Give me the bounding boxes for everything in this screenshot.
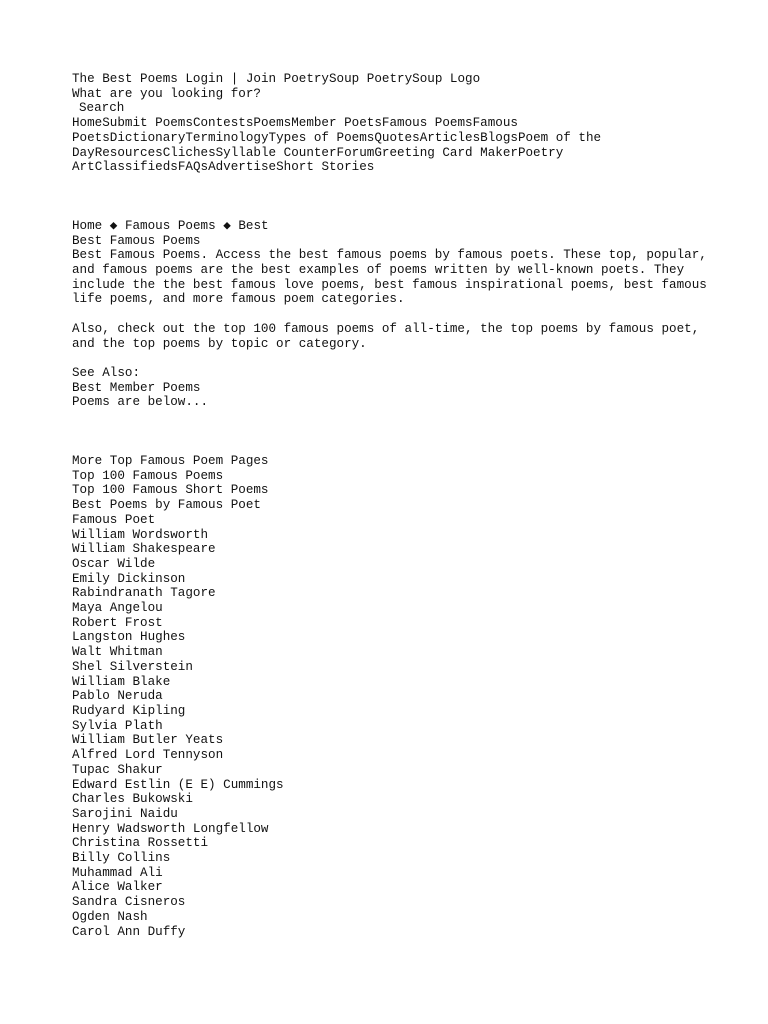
poet-link[interactable]: Langston Hughes <box>72 630 186 645</box>
poet-link[interactable]: Oscar Wilde <box>72 556 156 571</box>
poet-link[interactable]: Rabindranath Tagore <box>72 586 216 601</box>
more-pages-list <box>72 469 712 513</box>
header-bar <box>72 72 712 87</box>
nav-item-blogs[interactable]: Blogs <box>480 130 518 145</box>
poet-link[interactable]: Henry Wadsworth Longfellow <box>72 821 269 836</box>
poet-link[interactable]: Muhammad Ali <box>72 865 163 880</box>
nav-item-terminology[interactable]: Terminology <box>185 130 269 145</box>
nav-item-greeting-card-maker[interactable]: Greeting Card Maker <box>374 145 518 160</box>
poet-link[interactable]: Carol Ann Duffy <box>72 924 186 939</box>
main-nav <box>72 116 712 175</box>
search-button[interactable]: Search <box>79 101 125 116</box>
poet-link[interactable]: Emily Dickinson <box>72 571 186 586</box>
nav-item-famous-poems[interactable]: Famous Poems <box>381 116 473 131</box>
poet-link[interactable]: Alfred Lord Tennyson <box>72 748 224 763</box>
nav-item-famous-poets[interactable]: Famous Poets <box>72 116 518 145</box>
nav-item-submit-poems[interactable]: Submit Poems <box>102 116 193 131</box>
more-pages-link[interactable]: Top 100 Famous Poems <box>72 468 224 483</box>
poet-link[interactable]: William Butler Yeats <box>72 733 224 748</box>
poet-link[interactable]: Sarojini Naidu <box>72 806 178 821</box>
intro-paragraph: Best Famous Poems. Access the best famous poems by famous poets. These top, popular, and famous poems are the best examples of poems written by well-known poets. They include the the best famous love poems, best famous inspirational poems, best famous life poems, and more famous poem categories. <box>72 248 707 307</box>
poet-link[interactable]: Tupac Shakur <box>72 762 163 777</box>
nav-item-poem-of-the-day[interactable]: Poem of the Day <box>72 130 602 160</box>
poet-link[interactable]: Rudyard Kipling <box>72 703 186 718</box>
poet-link[interactable]: Sandra Cisneros <box>72 895 186 910</box>
poet-link[interactable]: William Blake <box>72 674 171 689</box>
poet-link[interactable]: Charles Bukowski <box>72 792 193 807</box>
page-content <box>72 72 712 939</box>
nav-item-cliches[interactable]: Cliches <box>162 145 216 160</box>
nav-item-contests[interactable]: Contests <box>192 116 254 131</box>
poet-link[interactable]: Ogden Nash <box>72 909 148 924</box>
nav-item-poems[interactable]: Poems <box>253 116 292 131</box>
poems-below-note: Poems are below... <box>72 395 209 410</box>
poet-link[interactable]: Alice Walker <box>72 880 163 895</box>
more-pages-link[interactable]: Top 100 Famous Short Poems <box>72 483 269 498</box>
more-pages-heading: More Top Famous Poem Pages <box>72 454 269 469</box>
poet-link[interactable]: Billy Collins <box>72 851 171 866</box>
nav-item-faqs[interactable]: FAQs <box>177 160 209 175</box>
nav-item-forum[interactable]: Forum <box>336 145 375 160</box>
breadcrumb-current: Best <box>238 218 269 233</box>
nav-item-short-stories[interactable]: Short Stories <box>276 160 375 175</box>
nav-item-classifieds[interactable]: Classifieds <box>94 160 178 175</box>
join-link[interactable]: Join PoetrySoup <box>245 72 360 86</box>
page-title: Best Famous Poems <box>72 233 201 248</box>
poet-list <box>72 528 712 940</box>
poet-link[interactable]: Maya Angelou <box>72 601 163 616</box>
more-pages-link[interactable]: Best Poems by Famous Poet <box>72 498 261 513</box>
search-prompt: What are you looking for? <box>72 86 261 101</box>
poet-link[interactable]: Edward Estlin (E E) Cummings <box>72 777 284 792</box>
nav-item-resources[interactable]: Resources <box>94 145 163 160</box>
breadcrumb-famous-poems[interactable]: Famous Poems <box>124 218 216 233</box>
poet-link[interactable]: Christina Rossetti <box>72 836 209 851</box>
nav-item-advertise[interactable]: Advertise <box>208 160 277 175</box>
see-also-label: See Also: <box>72 365 141 380</box>
nav-item-home[interactable]: Home <box>72 116 103 131</box>
header-separator: | <box>223 72 246 86</box>
nav-item-member-poets[interactable]: Member Poets <box>291 116 382 131</box>
poet-link[interactable]: Robert Frost <box>72 615 163 630</box>
poet-link[interactable]: William Shakespeare <box>72 542 216 557</box>
poet-link[interactable]: Shel Silverstein <box>72 659 193 674</box>
nav-item-dictionary[interactable]: Dictionary <box>109 130 186 145</box>
poet-link[interactable]: William Wordsworth <box>72 527 209 542</box>
nav-item-poetry-art[interactable]: Poetry Art <box>72 145 564 175</box>
breadcrumb <box>72 219 712 234</box>
login-link[interactable]: Login <box>185 72 224 86</box>
site-title: The Best Poems <box>72 72 178 86</box>
nav-item-types-of-poems[interactable]: Types of Poems <box>268 130 375 145</box>
also-paragraph: Also, check out the top 100 famous poems of all-time, the top poems by famous poet, and the top poems by topic or category. <box>72 321 700 351</box>
famous-poet-heading: Famous Poet <box>72 512 156 527</box>
breadcrumb-home[interactable]: Home <box>72 218 103 233</box>
site-logo[interactable]: PoetrySoup Logo <box>366 72 481 86</box>
best-member-poems-link[interactable]: Best Member Poems <box>72 380 201 395</box>
poet-link[interactable]: Pablo Neruda <box>72 689 163 704</box>
breadcrumb-separator: ◆ <box>102 218 125 233</box>
nav-item-syllable-counter[interactable]: Syllable Counter <box>215 145 337 160</box>
poet-link[interactable]: Sylvia Plath <box>72 718 163 733</box>
poet-link[interactable]: Walt Whitman <box>72 645 163 660</box>
nav-item-quotes[interactable]: Quotes <box>374 130 420 145</box>
nav-item-articles[interactable]: Articles <box>419 130 481 145</box>
breadcrumb-separator: ◆ <box>215 218 239 233</box>
